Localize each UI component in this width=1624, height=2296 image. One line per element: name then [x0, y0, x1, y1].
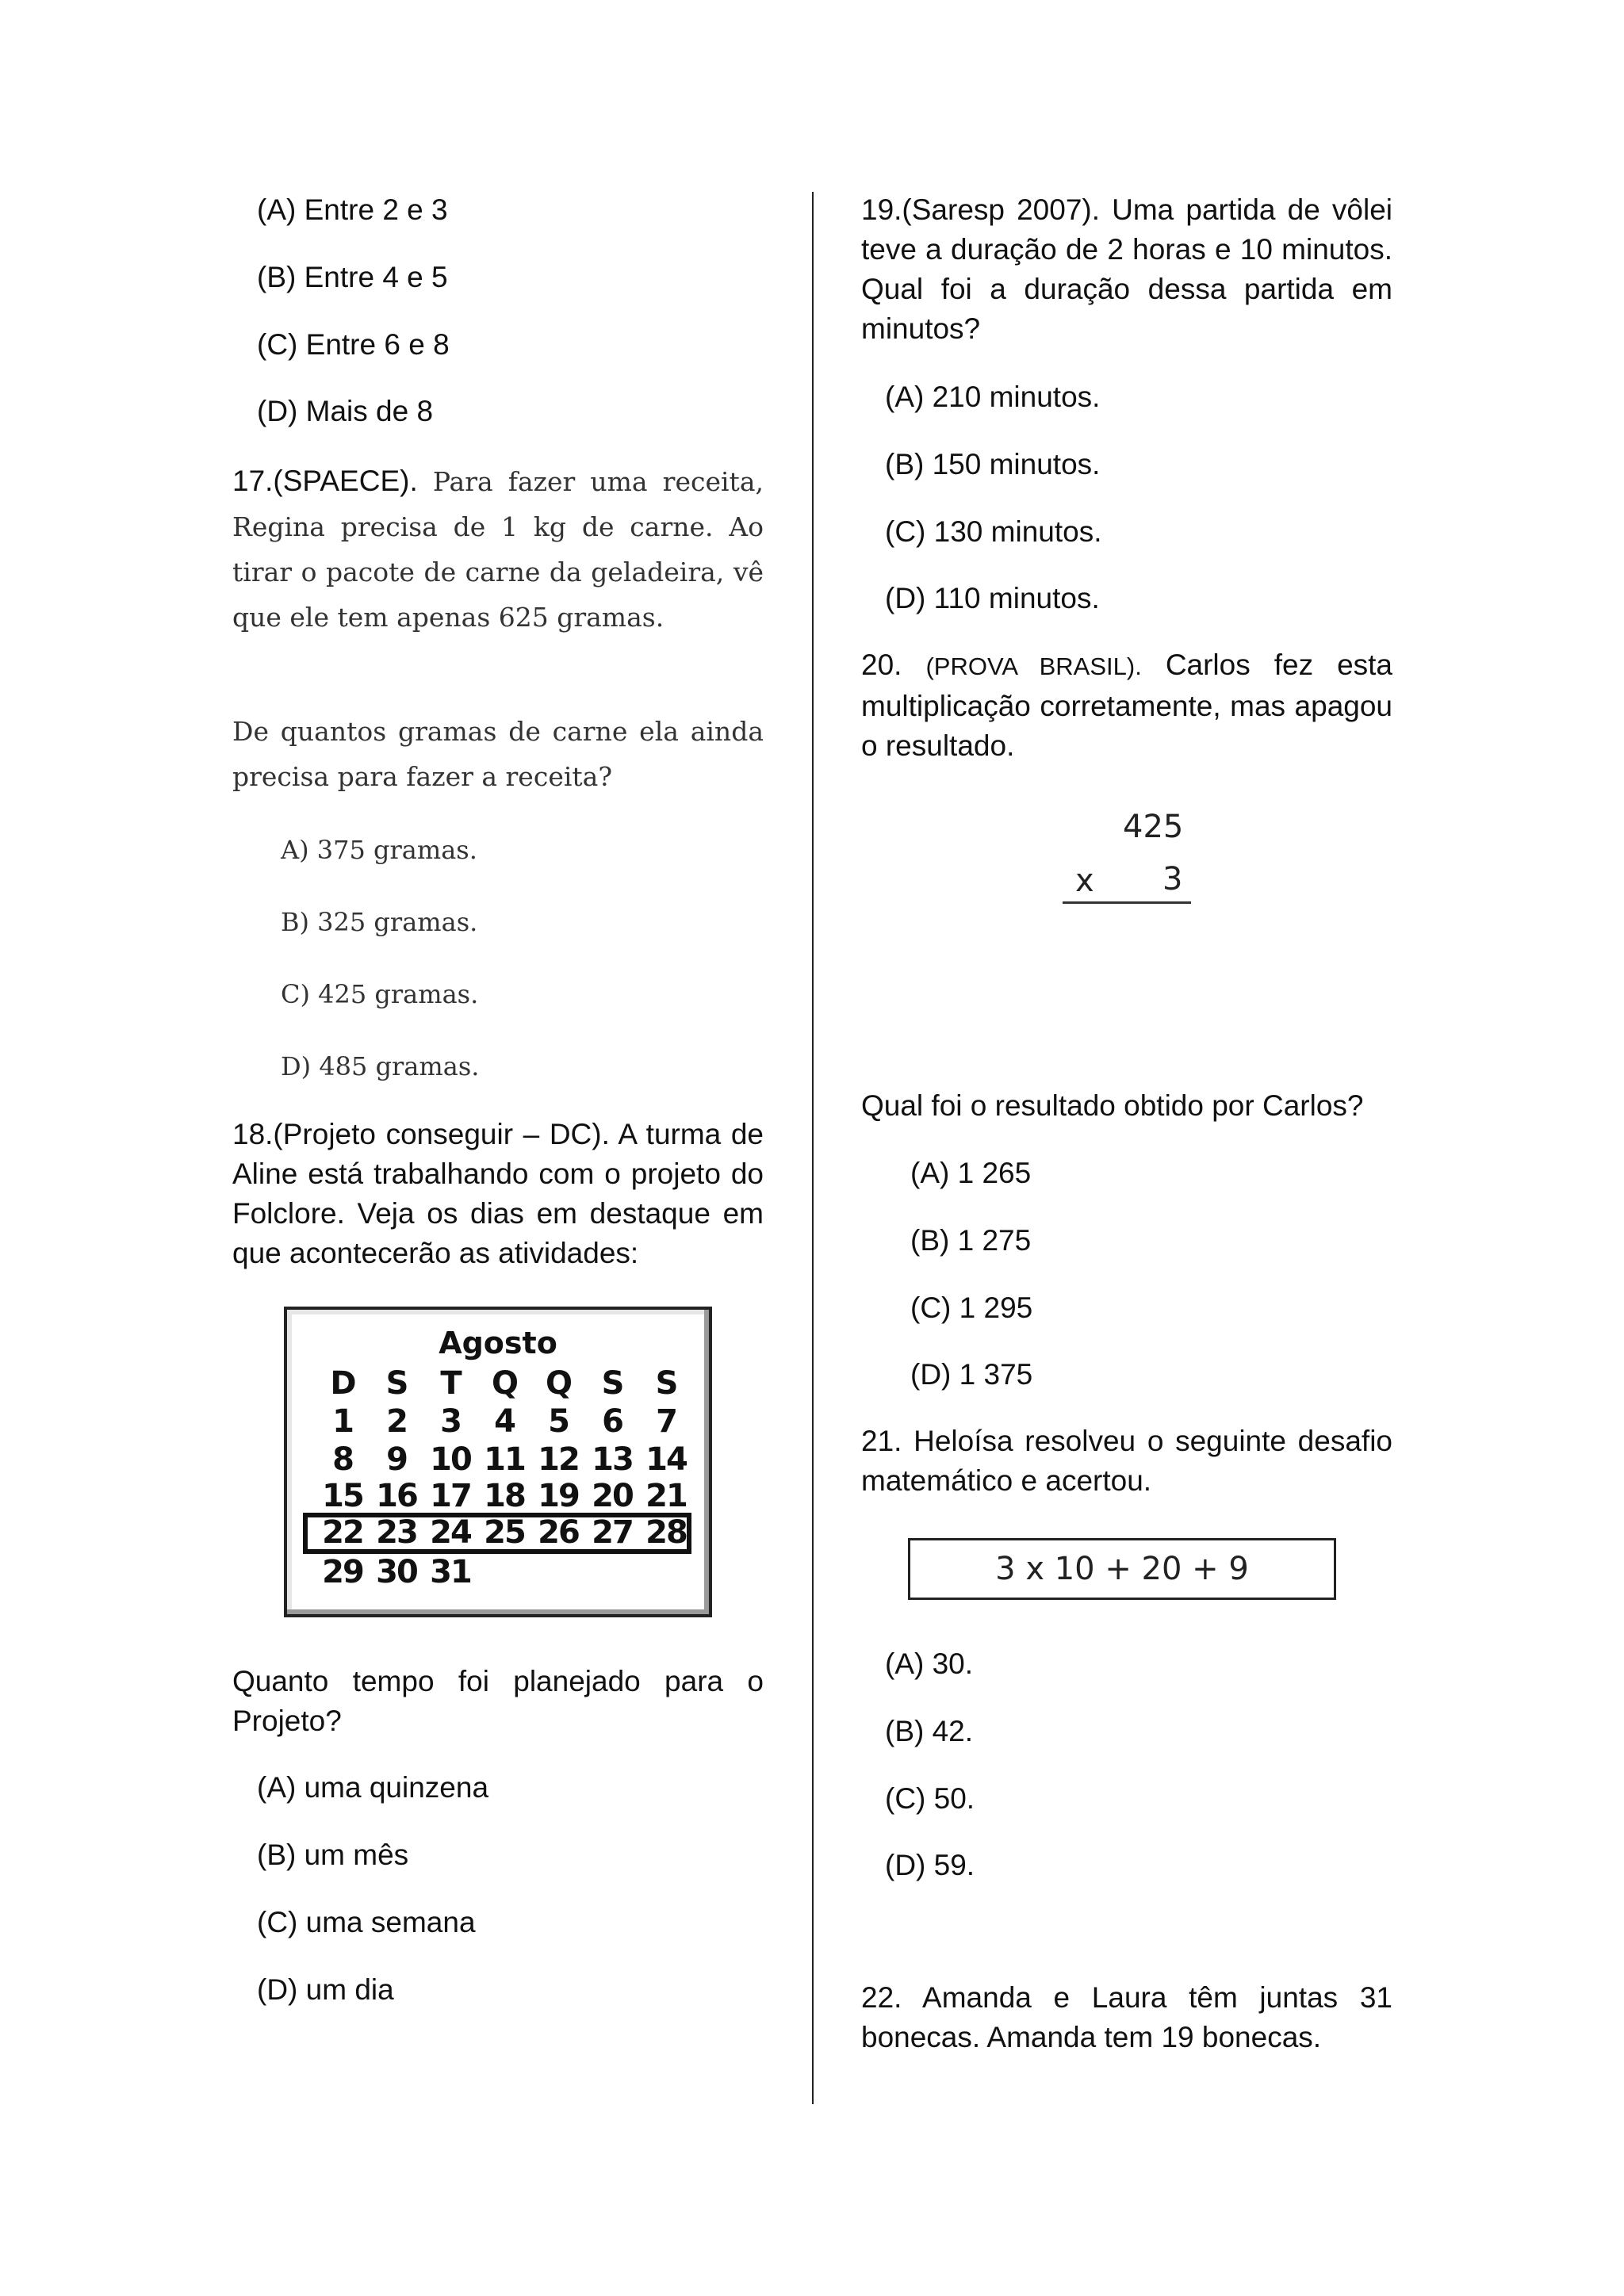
calendar-day: 24	[430, 1514, 471, 1551]
q21-option-b: (B) 42.	[885, 1715, 974, 1747]
calendar-day: 31	[430, 1554, 471, 1590]
q18-option-a: (A) uma quinzena	[257, 1771, 489, 1804]
weekday: Q	[491, 1365, 517, 1402]
calendar-day: 19	[538, 1478, 579, 1514]
q20-question: Qual foi o resultado obtido por Carlos?	[861, 1089, 1364, 1122]
weekday: T	[440, 1365, 461, 1402]
calendar-week-1	[316, 1403, 693, 1440]
q16-option-a: (A) Entre 2 e 3	[257, 193, 448, 226]
q21-option-a: (A) 30.	[885, 1647, 974, 1680]
calendar-day: 4	[494, 1403, 515, 1440]
calendar	[284, 1307, 712, 1617]
calendar-day: 14	[645, 1441, 687, 1478]
calendar-month: Agosto	[439, 1326, 557, 1360]
calendar-day: 5	[548, 1403, 569, 1440]
calendar-day: 3	[440, 1403, 461, 1440]
q17-option-a: A) 375 gramas.	[281, 835, 477, 865]
calendar-day: 16	[376, 1478, 417, 1514]
q16-option-d: (D) Mais de 8	[257, 395, 434, 427]
q17-question: De quantos gramas de carne ela ainda precisa para fazer a receita?	[232, 716, 764, 792]
calendar-day: 29	[322, 1554, 363, 1590]
q21-expression-box	[908, 1538, 1336, 1600]
q19-option-c: (C) 130 minutos.	[885, 515, 1102, 548]
calendar-day: 23	[376, 1514, 417, 1551]
calendar-day: 18	[484, 1478, 525, 1514]
calendar-day: 22	[322, 1514, 363, 1551]
calendar-day: 12	[538, 1441, 579, 1478]
q20-option-c: (C) 1 295	[910, 1292, 1033, 1324]
q18-option-d: (D) um dia	[257, 1973, 394, 2006]
calendar-day: 2	[386, 1403, 407, 1440]
calendar-week-2	[316, 1441, 693, 1478]
weekday: D	[330, 1365, 355, 1402]
weekday: S	[601, 1365, 623, 1402]
calendar-highlight-box	[303, 1513, 691, 1554]
calendar-day: 27	[592, 1514, 633, 1551]
column-divider	[812, 192, 814, 2104]
calendar-day: 21	[645, 1478, 687, 1514]
q20-option-d: (D) 1 375	[910, 1358, 1033, 1391]
q20-source: (PROVA BRASIL).	[925, 652, 1142, 680]
q20-statement	[861, 645, 1392, 766]
q20-option-b: (B) 1 275	[910, 1224, 1032, 1257]
q16-option-b: (B) Entre 4 e 5	[257, 261, 448, 293]
calendar-week-5	[316, 1554, 477, 1590]
q17-number: 17.(SPAECE).	[232, 465, 418, 497]
multiplication-rule	[1063, 901, 1191, 904]
q19-option-b: (B) 150 minutos.	[885, 448, 1101, 480]
q18-statement: 18.(Projeto conseguir – DC). A turma de Aline está trabalhando com o projeto do Folclore. Veja os dias em destaque em que acontecerão as atividades:	[232, 1118, 764, 1269]
q20-text: Carlos fez esta multiplicação corretamente, mas apagou o resultado.	[861, 649, 1393, 762]
calendar-day: 9	[386, 1441, 407, 1478]
calendar-day: 15	[322, 1478, 363, 1514]
multiply-operator: x	[1075, 863, 1094, 899]
q21-expression: 3 x 10 + 20 + 9	[995, 1551, 1249, 1587]
q20-option-a: (A) 1 265	[910, 1157, 1032, 1189]
q22-statement: 22. Amanda e Laura têm juntas 31 bonecas. Amanda tem 19 bonecas.	[861, 1981, 1392, 2053]
calendar-day: 11	[484, 1441, 525, 1478]
weekday: Q	[545, 1365, 571, 1402]
calendar-week-3	[316, 1478, 693, 1514]
q20-number: 20.	[861, 649, 902, 681]
q16-option-c: (C) Entre 6 e 8	[257, 328, 450, 361]
calendar-day: 1	[332, 1403, 353, 1440]
q17-option-c: C) 425 gramas.	[281, 979, 479, 1009]
calendar-day: 6	[602, 1403, 622, 1440]
calendar-day: 20	[592, 1478, 633, 1514]
calendar-weekdays	[316, 1365, 693, 1402]
q17-option-b: B) 325 gramas.	[281, 907, 478, 937]
weekday: S	[385, 1365, 408, 1402]
multiplier: 3	[1162, 861, 1183, 897]
q21-option-c: (C) 50.	[885, 1782, 975, 1815]
calendar-day: 30	[376, 1554, 417, 1590]
q17-text: Para fazer uma receita, Regina precisa de 1 kg de carne. Ao tirar o pacote de carne da geladeira, vê que ele tem apenas 625 gramas.	[232, 466, 764, 633]
q18-question: Quanto tempo foi planejado para o Projeto?	[232, 1665, 764, 1737]
q19-option-a: (A) 210 minutos.	[885, 381, 1101, 413]
q19-statement: 19.(Saresp 2007). Uma partida de vôlei teve a duração de 2 horas e 10 minutos. Qual foi a duração dessa partida em minutos?	[861, 193, 1392, 345]
q17-option-d: D) 485 gramas.	[281, 1051, 480, 1081]
q19-option-d: (D) 110 minutos.	[885, 582, 1100, 614]
calendar-day: 10	[430, 1441, 471, 1478]
q21-option-d: (D) 59.	[885, 1849, 975, 1881]
calendar-day: 25	[484, 1514, 525, 1551]
multiplicand: 425	[1123, 809, 1184, 845]
weekday: S	[655, 1365, 677, 1402]
calendar-day: 7	[656, 1403, 676, 1440]
calendar-day: 8	[332, 1441, 353, 1478]
calendar-day: 26	[538, 1514, 579, 1551]
q18-option-c: (C) uma semana	[257, 1906, 476, 1938]
calendar-day: 13	[592, 1441, 633, 1478]
q17-statement	[232, 458, 764, 640]
calendar-day: 28	[645, 1514, 687, 1551]
calendar-day: 17	[430, 1478, 471, 1514]
q21-statement: 21. Heloísa resolveu o seguinte desafio matemático e acertou.	[861, 1425, 1392, 1497]
q18-option-b: (B) um mês	[257, 1839, 409, 1871]
